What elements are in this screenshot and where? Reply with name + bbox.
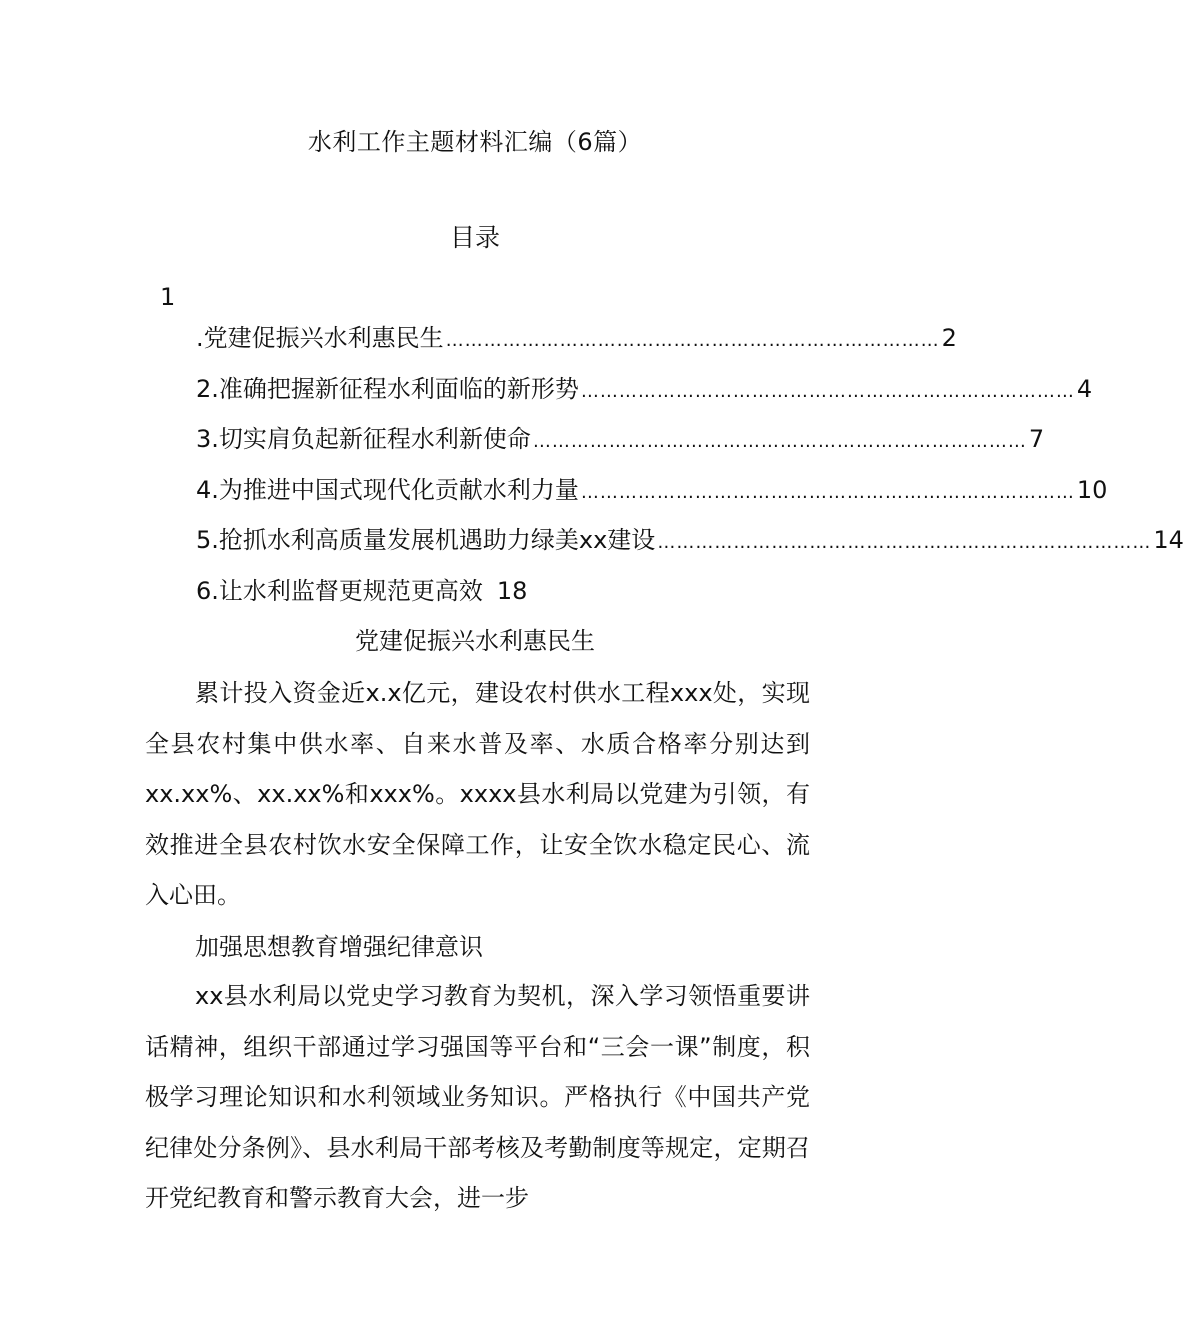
toc-entry-5[interactable] xyxy=(196,522,1184,573)
toc-heading: 目录 xyxy=(449,223,500,252)
subheading: 加强思想教育增强纪律意识 xyxy=(195,933,483,961)
toc-entry-title: 2.准确把握新征程水利面临的新形势 xyxy=(196,374,579,403)
toc-entry-page: 14 xyxy=(1153,526,1184,555)
body-paragraph-2: xx县水利局以党史学习教育为契机，深入学习领悟重要讲话精神，组织干部通过学习强国等平台和“三会一课”制度，积极学习理论知识和水利领域业务知识。严格执行《中国共产党纪律处分条例》、县水利局干部考核及考勤制度等规定，定期召开党纪教育和警示教育大会，进一步 xyxy=(145,982,810,1213)
toc-leader-dots: …………………………………………………………………… xyxy=(445,330,940,351)
document-title: 水利工作主题材料汇编（6篇） xyxy=(307,128,643,156)
toc-leader-dots: …………………………………………………………………… xyxy=(580,380,1075,402)
toc-entry-4[interactable] xyxy=(196,472,1108,523)
toc-entry-title: 5.抢抓水利高质量发展机遇助力绿美xx建设 xyxy=(196,526,656,555)
toc-entry-title: 3.切实肩负起新征程水利新使命 xyxy=(196,425,531,454)
toc-leader-dots: …………………………………………………………………… xyxy=(580,481,1075,503)
toc-entry-title: 6.让水利监督更规范更高效 xyxy=(196,576,483,605)
section-title: 党建促振兴水利惠民生 xyxy=(355,627,595,655)
toc-entry-page: 18 xyxy=(496,576,528,605)
toc-entry-title: 4.为推进中国式现代化贡献水利力量 xyxy=(196,475,579,504)
toc-entry-title: .党建促振兴水利惠民生 xyxy=(196,324,444,352)
toc-entry-3[interactable] xyxy=(196,421,1045,472)
toc-leader-dots: …………………………………………………………………… xyxy=(657,532,1152,554)
body-paragraph-1: 累计投入资金近x.x亿元，建设农村供水工程xxx处，实现全县农村集中供水率、自来水普及率、水质合格率分别达到xx.xx%、xx.xx%和xxx%。xxxx县水利局以党建为引领，有效推进全县农村饮水安全保障工作，让安全饮水稳定民心、流入心田。 xyxy=(145,679,810,910)
toc-leader-dots: …………………………………………………………………… xyxy=(532,431,1027,453)
toc-entry-page: 4 xyxy=(1076,374,1093,403)
toc-entry-6[interactable] xyxy=(196,573,806,624)
toc-leading-number: 1 xyxy=(160,283,176,311)
toc-entry-1[interactable] xyxy=(196,320,957,371)
toc-entry-page: 2 xyxy=(941,324,957,352)
toc-entry-page: 10 xyxy=(1076,475,1108,504)
toc-entry-page: 7 xyxy=(1028,425,1045,454)
toc-entry-2[interactable] xyxy=(196,371,1093,422)
table-of-contents xyxy=(196,320,1184,624)
